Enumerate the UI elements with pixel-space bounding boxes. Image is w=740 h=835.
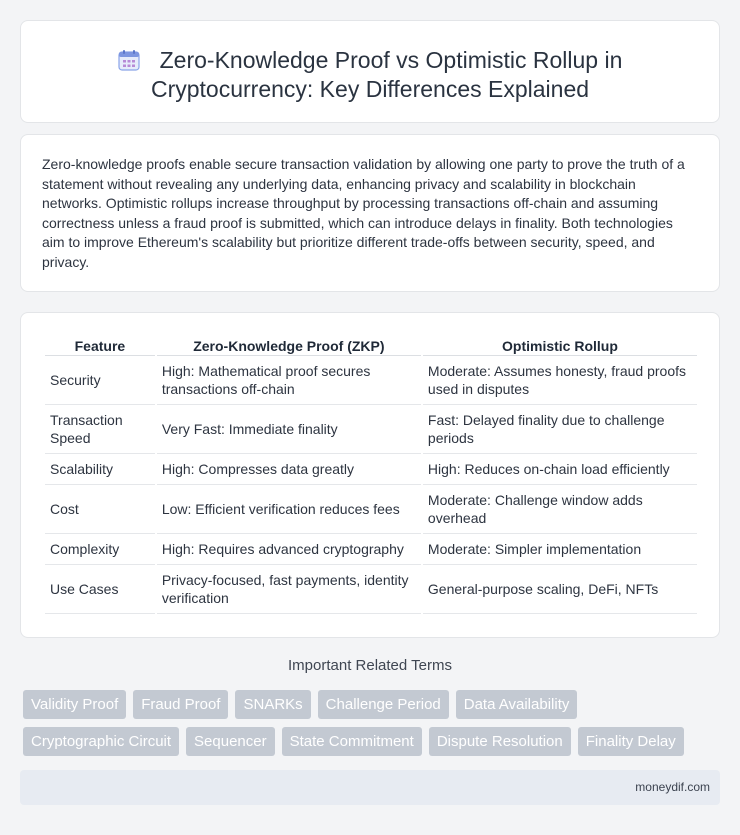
cell-optimistic: Moderate: Simpler implementation [423, 534, 697, 565]
cell-optimistic: General-purpose scaling, DeFi, NFTs [423, 565, 697, 614]
table-row [45, 565, 697, 614]
cell-optimistic: High: Reduces on-chain load efficiently [423, 454, 697, 485]
table-row [45, 534, 697, 565]
tag-dispute-resolution[interactable]: Dispute Resolution [429, 727, 571, 756]
comparison-table-card [20, 312, 720, 638]
cell-feature: Complexity [45, 534, 155, 565]
tag-data-availability[interactable]: Data Availability [456, 690, 578, 719]
cell-zkp: Privacy-focused, fast payments, identity verification [157, 565, 421, 614]
header-optimistic: Optimistic Rollup [423, 332, 697, 356]
cell-zkp: Low: Efficient verification reduces fees [157, 485, 421, 534]
title-line-1: Zero-Knowledge Proof vs Optimistic Rollup in [159, 47, 623, 73]
header-feature: Feature [45, 332, 155, 356]
cell-optimistic: Moderate: Challenge window adds overhead [423, 485, 697, 534]
related-terms-tags [23, 690, 723, 764]
tag-validity-proof[interactable]: Validity Proof [23, 690, 126, 719]
tag-snarks[interactable]: SNARKs [235, 690, 310, 719]
tag-row-1 [23, 690, 723, 719]
table-header-row [45, 332, 697, 356]
comparison-table [43, 332, 699, 614]
cell-feature: Transaction Speed [45, 405, 155, 454]
table-row [45, 405, 697, 454]
title-card [20, 20, 720, 123]
cell-zkp: Very Fast: Immediate finality [157, 405, 421, 454]
related-terms-heading: Important Related Terms [288, 657, 452, 674]
tag-finality-delay[interactable]: Finality Delay [578, 727, 684, 756]
tag-fraud-proof[interactable]: Fraud Proof [133, 690, 228, 719]
cell-zkp: High: Mathematical proof secures transactions off-chain [157, 356, 421, 405]
table-row [45, 485, 697, 534]
cell-zkp: High: Requires advanced cryptography [157, 534, 421, 565]
intro-card [20, 134, 720, 292]
page-title [21, 21, 719, 104]
cell-feature: Scalability [45, 454, 155, 485]
title-line-2: Cryptocurrency: Key Differences Explained [150, 76, 590, 102]
footer [20, 770, 720, 805]
tag-challenge-period[interactable]: Challenge Period [318, 690, 449, 719]
cell-zkp: High: Compresses data greatly [157, 454, 421, 485]
cell-feature: Use Cases [45, 565, 155, 614]
cell-optimistic: Fast: Delayed finality due to challenge periods [423, 405, 697, 454]
cell-feature: Security [45, 356, 155, 405]
table-row [45, 356, 697, 405]
tag-sequencer[interactable]: Sequencer [186, 727, 275, 756]
table-row [45, 454, 697, 485]
cell-feature: Cost [45, 485, 155, 534]
tag-cryptographic-circuit[interactable]: Cryptographic Circuit [23, 727, 179, 756]
footer-site-name: moneydif.com [635, 780, 710, 794]
intro-paragraph: Zero-knowledge proofs enable secure transaction validation by allowing one party to prove the truth of a statement without revealing any underlying data, enhancing privacy and scalability in blockchain networks. Optimistic rollups increase throughput by processing transactions off-chain and assuming correctness unless a fraud proof is submitted, which can introduce delays in finality. Both technologies aim to improve Ethereum's scalability but prioritize different trade-offs between security, speed, and privacy. [42, 156, 685, 270]
tag-row-2 [23, 727, 723, 756]
header-zkp: Zero-Knowledge Proof (ZKP) [157, 332, 421, 356]
tag-state-commitment[interactable]: State Commitment [282, 727, 422, 756]
calendar-icon [118, 49, 140, 71]
cell-optimistic: Moderate: Assumes honesty, fraud proofs used in disputes [423, 356, 697, 405]
